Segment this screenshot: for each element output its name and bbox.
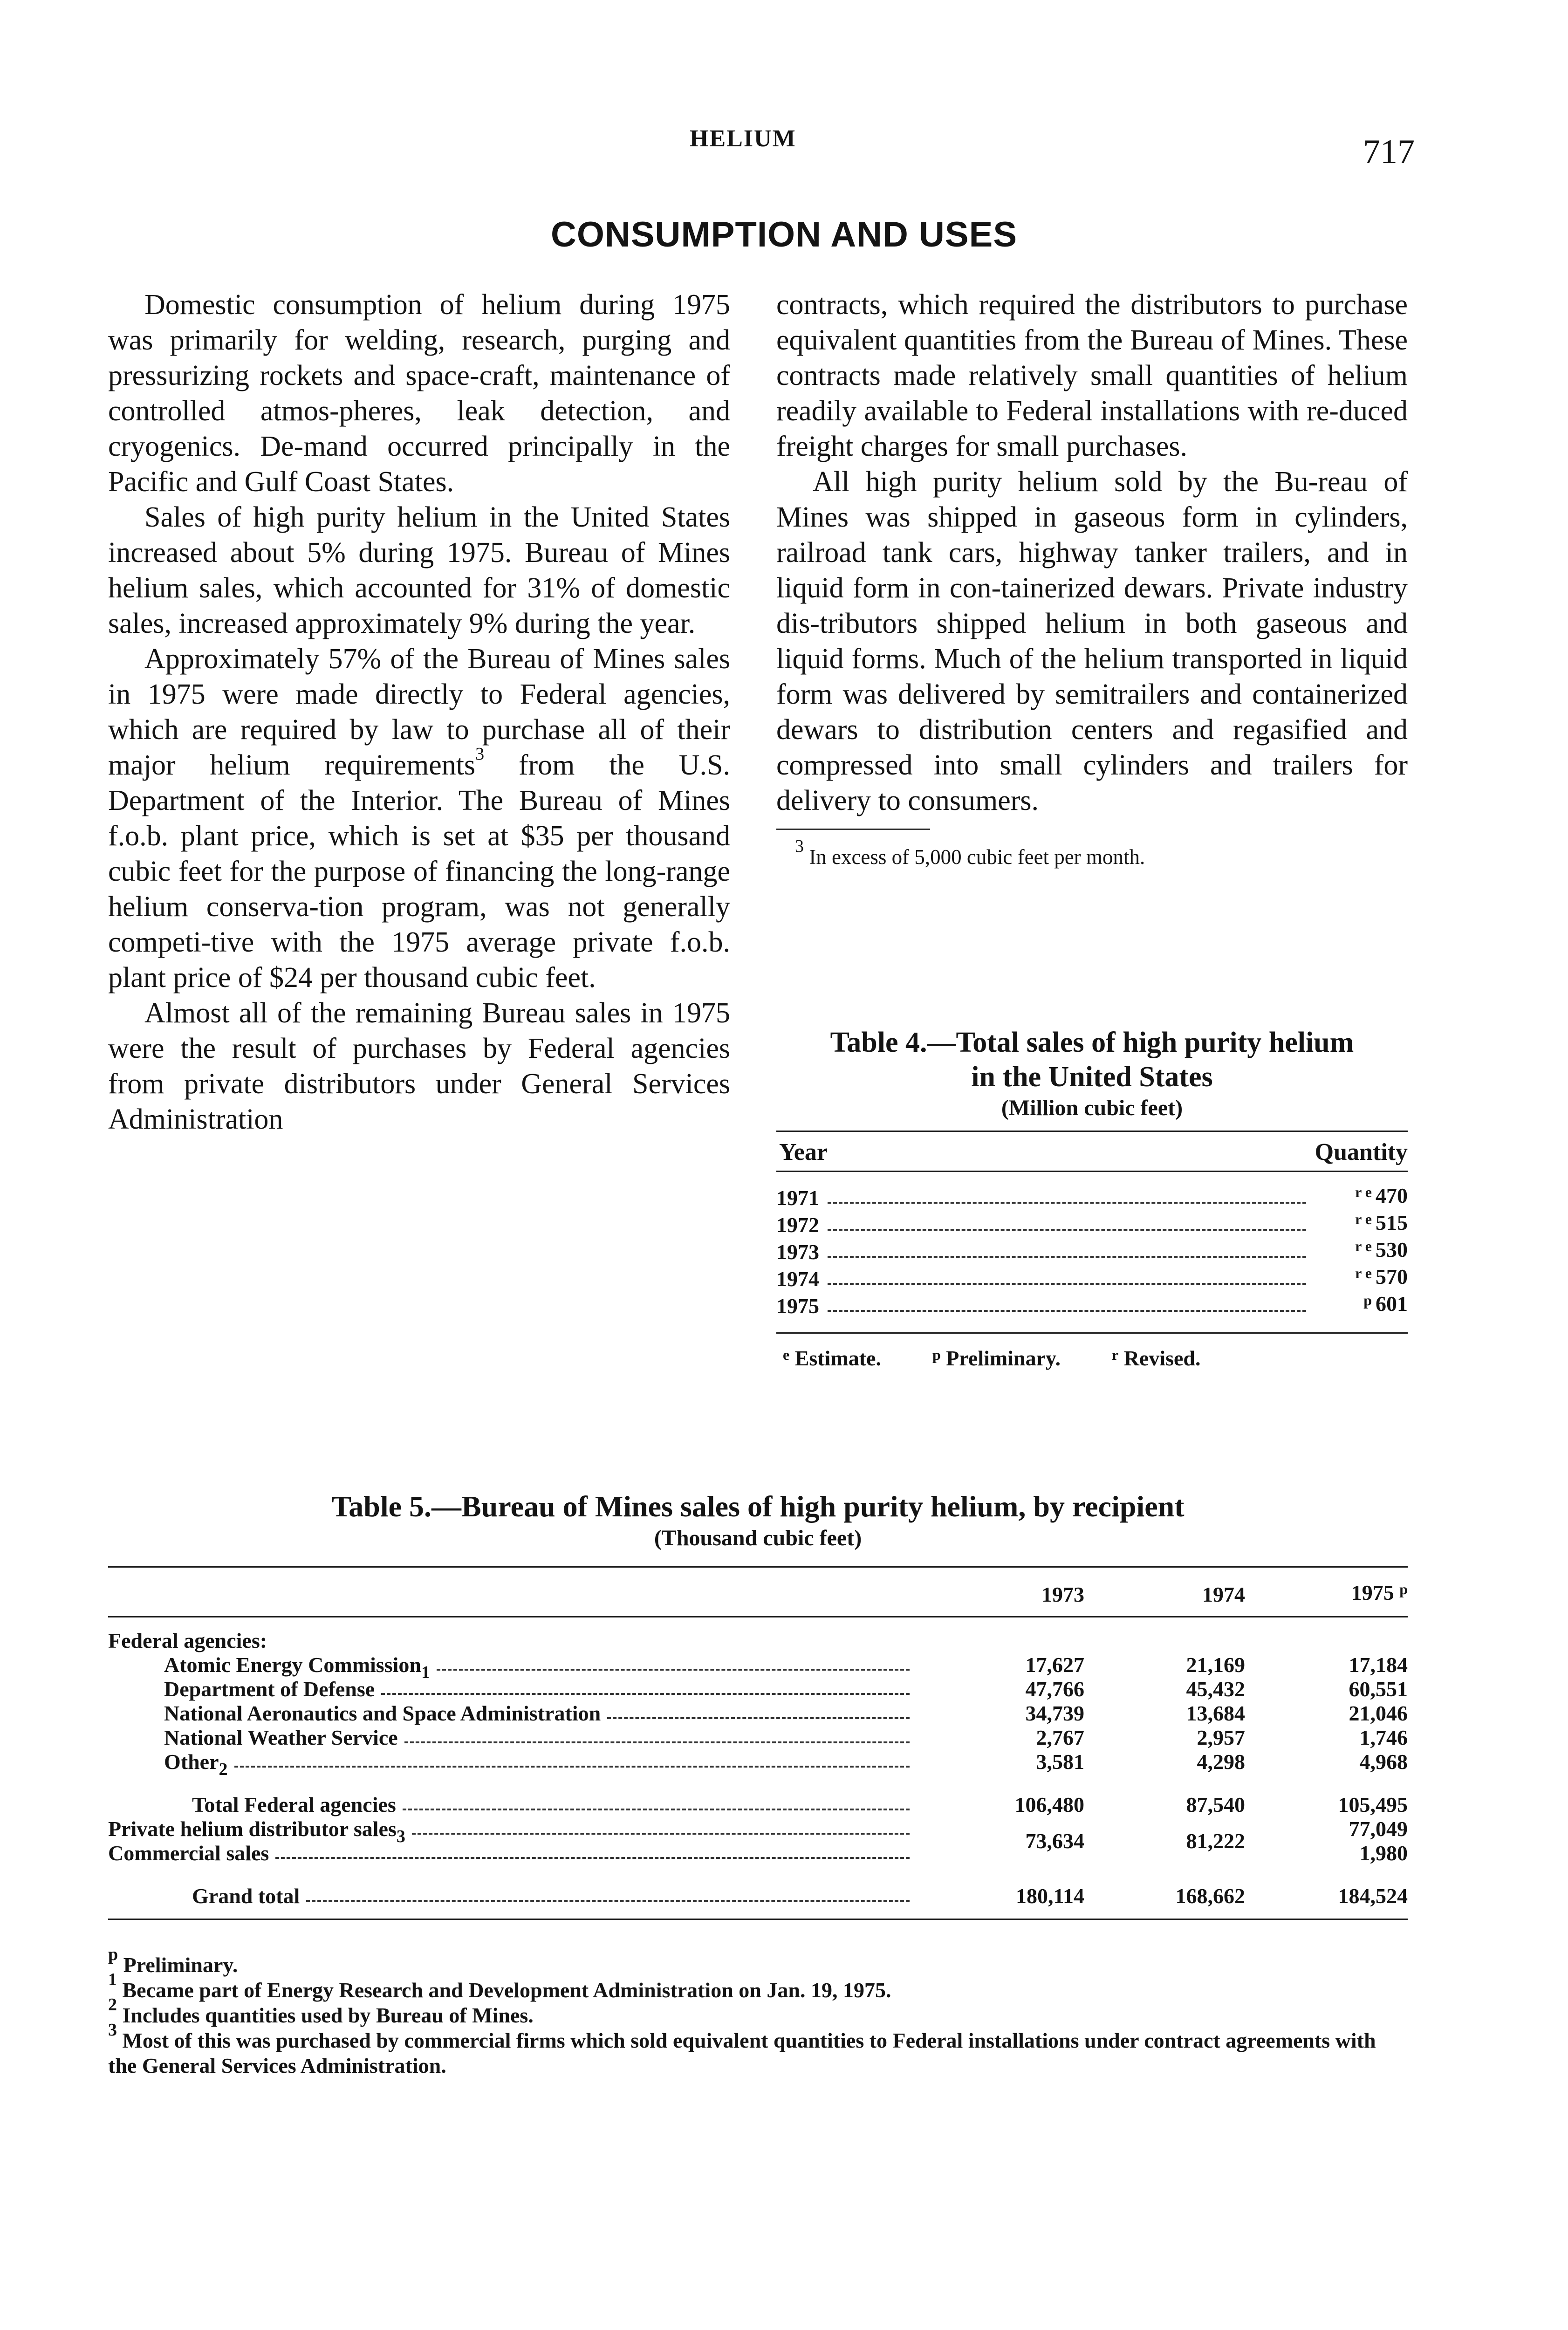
estimate-mark: r e bbox=[1355, 1238, 1376, 1254]
row-year: 1972 bbox=[776, 1213, 819, 1237]
leader-dots bbox=[412, 1833, 910, 1835]
row-label: Private helium distributor sales $^3$ bbox=[108, 1817, 919, 1841]
note-text: Estimate. bbox=[789, 1346, 881, 1370]
row-label bbox=[192, 1884, 919, 1908]
table-cell: 1,980 bbox=[1359, 1841, 1408, 1865]
table-body bbox=[776, 1183, 1408, 1318]
table-cell: 34,739 bbox=[1025, 1701, 1084, 1725]
table-cell: 4,968 bbox=[1359, 1750, 1408, 1774]
table-cell: 106,480 bbox=[1014, 1793, 1084, 1816]
leader-dots bbox=[234, 1766, 910, 1768]
row-label-text: Other bbox=[164, 1750, 219, 1774]
footnote-mark: 2 bbox=[108, 1994, 117, 2015]
leader-dots bbox=[275, 1857, 910, 1859]
table-title: Table 5.—Bureau of Mines sales of high purity helium, by recipient bbox=[331, 1490, 1185, 1523]
data-table bbox=[108, 1568, 1408, 1908]
table-cell: 184,524 bbox=[1338, 1884, 1408, 1908]
table-cell: 105,495 bbox=[1338, 1793, 1408, 1816]
quantity-value: 601 bbox=[1376, 1292, 1408, 1316]
table-cell: 21,046 bbox=[1349, 1701, 1408, 1725]
row-quantity bbox=[1315, 1237, 1408, 1264]
table-cell: 4,298 bbox=[1197, 1750, 1245, 1774]
row-label-text: Commercial sales bbox=[108, 1841, 269, 1865]
estimate-mark: r e bbox=[1355, 1265, 1376, 1282]
spacer-row bbox=[108, 1865, 1408, 1884]
footnote bbox=[776, 836, 1408, 870]
table-title: in the United States bbox=[971, 1061, 1213, 1093]
table-rule bbox=[776, 1171, 1408, 1172]
col-header-year: Year bbox=[779, 1139, 828, 1165]
paragraph: All high purity helium sold by the Bu-reau of Mines was shipped in gaseous form in cylinders, railroad tank cars, highway tanker trailers, and in liquid form in con-tainerized dewars. Private industry dis-tributors shipped helium in both gaseous and liquid forms. Much of the helium transported in liquid form was delivered by semitrailers and containerized dewars to distribution centers and regasified and compressed into small cylinders and trailers for delivery to consumers. bbox=[776, 466, 1408, 816]
leader-dots bbox=[403, 1809, 910, 1810]
table-row bbox=[776, 1237, 1408, 1264]
row-label-text: Private helium distributor sales bbox=[108, 1817, 397, 1841]
table-row bbox=[108, 1726, 1408, 1750]
table-cell: 45,432 bbox=[1186, 1677, 1245, 1701]
row-label bbox=[164, 1677, 919, 1701]
table-note bbox=[932, 1346, 1061, 1371]
table-cell: 180,114 bbox=[1016, 1884, 1084, 1908]
footnote-mark: p bbox=[108, 1944, 118, 1964]
page-number: 717 bbox=[1363, 133, 1415, 171]
footnote-rule bbox=[776, 829, 930, 830]
estimate-mark: r e bbox=[1355, 1211, 1376, 1227]
leader-dots bbox=[381, 1693, 910, 1695]
leader-dots bbox=[306, 1900, 910, 1902]
row-year: 1973 bbox=[776, 1240, 819, 1264]
leader-dots bbox=[437, 1669, 910, 1671]
paragraph: Almost all of the remaining Bureau sales in 1975 were the result of purchases by Federal agencies from private distributors under General Services Administration bbox=[108, 997, 730, 1135]
row-label-cell bbox=[108, 1793, 919, 1817]
footnote-ref: 3 bbox=[475, 744, 485, 764]
row-label bbox=[164, 1726, 919, 1750]
row-label bbox=[192, 1793, 919, 1817]
table-cell: 13,684 bbox=[1186, 1701, 1245, 1725]
leader-dots bbox=[828, 1256, 1306, 1258]
table-note bbox=[1112, 1346, 1201, 1371]
table-row bbox=[108, 1701, 1408, 1726]
col-header-stub bbox=[108, 1568, 919, 1617]
table-4 bbox=[776, 1025, 1408, 1371]
leader-dots bbox=[607, 1717, 910, 1719]
table-note bbox=[783, 1346, 881, 1371]
spacer-cell bbox=[108, 1865, 1408, 1884]
paragraph bbox=[108, 641, 730, 995]
paragraph: Domestic consumption of helium during 1975 was primarily for welding, research, purging and pressurizing rockets and space-craft, maintenance of controlled atmos-pheres, leak detection, and cryogenics. De-mand occurred principally in the Pacific and Gulf Coast States. bbox=[108, 289, 730, 498]
table-cell: 60,551 bbox=[1349, 1677, 1408, 1701]
table-cell: 1,746 bbox=[1359, 1726, 1408, 1749]
note-text: Revised. bbox=[1118, 1346, 1201, 1370]
row-label bbox=[164, 1701, 919, 1726]
table-row bbox=[108, 1677, 1408, 1701]
row-label-cell bbox=[108, 1817, 919, 1846]
table-cell: 2,767 bbox=[1036, 1726, 1084, 1749]
table-title: Table 4.—Total sales of high purity helium bbox=[830, 1027, 1354, 1058]
footnote-text: In excess of 5,000 cubic feet per month. bbox=[804, 845, 1145, 869]
row-label-cell bbox=[108, 1653, 919, 1682]
table-cell: 17,184 bbox=[1349, 1653, 1408, 1677]
table-cell: 87,540 bbox=[1186, 1793, 1245, 1816]
row-label-text: Department of Defense bbox=[164, 1677, 375, 1701]
table-cell: 47,766 bbox=[1025, 1677, 1084, 1701]
paragraph-text: from the U.S. Department of the Interior. The Bureau of Mines f.o.b. plant price, which is set at $35 per thousand cubic feet for the purpose of financing the long-range helium conserva-tion program, was not generally competi-tive with the 1975 average private f.o.b. plant price of $24 per thousand cubic feet. bbox=[108, 749, 730, 994]
footnote-text: Most of this was purchased by commercial firms which sold equivalent quantities to Federal installations under contract agreements with the General Services Administration. bbox=[108, 2028, 1376, 2077]
table-row bbox=[776, 1210, 1408, 1237]
row-label bbox=[108, 1841, 919, 1865]
footnote-text: Includes quantities used by Bureau of Mines. bbox=[117, 2003, 534, 2027]
table-body bbox=[108, 1617, 1408, 1909]
row-quantity bbox=[1315, 1264, 1408, 1291]
table-footnotes bbox=[108, 1944, 1408, 2078]
total-row bbox=[108, 1793, 1408, 1817]
table-cell: 77,049 bbox=[1349, 1817, 1408, 1841]
row-label-text: National Aeronautics and Space Administration bbox=[164, 1701, 601, 1725]
quantity-value: 515 bbox=[1376, 1211, 1408, 1234]
row-label-cell bbox=[108, 1841, 919, 1865]
table-cell: 81,222 bbox=[1186, 1829, 1245, 1853]
right-column bbox=[776, 287, 1408, 870]
table-cell: 17,627 bbox=[1025, 1653, 1084, 1677]
table-cell: 21,169 bbox=[1186, 1653, 1245, 1677]
col-header-quantity: Quantity bbox=[1315, 1139, 1408, 1165]
section-title: CONSUMPTION AND USES bbox=[550, 215, 1018, 254]
row-quantity bbox=[1315, 1183, 1408, 1210]
table-row bbox=[108, 1653, 1408, 1677]
row-label: Atomic Energy Commission $^1$ bbox=[164, 1653, 919, 1677]
table-row bbox=[776, 1183, 1408, 1210]
paragraph: contracts, which required the distributors to purchase equivalent quantities from the Bureau of Mines. These contracts made relatively small quantities of helium readily available to Federal installations with re-duced freight charges for small purchases. bbox=[776, 289, 1408, 462]
leader-dots bbox=[828, 1310, 1306, 1312]
col-header-1975 bbox=[1245, 1568, 1408, 1617]
row-year: 1974 bbox=[776, 1267, 819, 1291]
footnote-mark: 1 bbox=[108, 1969, 117, 1989]
row-label-cell bbox=[108, 1726, 919, 1750]
table-cell: 168,662 bbox=[1175, 1884, 1245, 1908]
leader-dots bbox=[828, 1229, 1306, 1231]
quantity-value: 470 bbox=[1376, 1184, 1408, 1207]
estimate-mark: r e bbox=[1355, 1184, 1376, 1200]
spacer-cell bbox=[108, 1774, 1408, 1793]
footnote-text: Became part of Energy Research and Development Administration on Jan. 19, 1975. bbox=[117, 1978, 891, 2002]
leader-dots bbox=[828, 1202, 1306, 1204]
table-unit: (Thousand cubic feet) bbox=[654, 1526, 862, 1550]
col-header-1974: 1974 bbox=[1202, 1583, 1245, 1606]
running-head: HELIUM bbox=[690, 125, 796, 152]
row-label-text: Total Federal agencies bbox=[192, 1793, 396, 1816]
row-label-text: Atomic Energy Commission bbox=[164, 1653, 421, 1677]
footnote bbox=[108, 1969, 1408, 2003]
row-quantity bbox=[1315, 1210, 1408, 1237]
table-row bbox=[776, 1291, 1408, 1318]
paragraph: Sales of high purity helium in the United States increased about 5% during 1975. Bureau of Mines helium sales, which accounted for 31% of domestic sales, increased approximately 9% during the year. bbox=[108, 501, 730, 639]
table-row bbox=[108, 1817, 1408, 1841]
footnote-mark: 3 bbox=[108, 2020, 117, 2040]
row-label-text: National Weather Service bbox=[164, 1726, 398, 1749]
grand-total-row bbox=[108, 1884, 1408, 1908]
note-mark: e bbox=[783, 1346, 790, 1363]
group-label: Federal agencies: bbox=[108, 1629, 267, 1652]
left-column bbox=[108, 287, 730, 1137]
col-header-1975-label: 1975 bbox=[1351, 1581, 1394, 1604]
row-label-cell bbox=[108, 1701, 919, 1726]
note-text: Preliminary. bbox=[940, 1346, 1061, 1370]
footnote-mark: 3 bbox=[795, 836, 804, 856]
row-year: 1971 bbox=[776, 1186, 819, 1210]
table-5 bbox=[108, 1489, 1408, 2078]
quantity-value: 570 bbox=[1376, 1265, 1408, 1288]
estimate-mark: p bbox=[1363, 1292, 1376, 1309]
footnote-text: Preliminary. bbox=[118, 1953, 238, 1977]
footnote bbox=[108, 1994, 1408, 2028]
table-header bbox=[776, 1132, 1408, 1171]
preliminary-mark: p bbox=[1399, 1581, 1408, 1597]
table-notes bbox=[776, 1334, 1408, 1371]
row-label-cell bbox=[108, 1884, 919, 1908]
paragraph-text: Approximately 57% of the Bureau of Mines sales in 1975 were made directly to Federal agencies, which are required by law to purchase all of their major helium requirements bbox=[108, 643, 730, 781]
row-label-text: Grand total bbox=[192, 1884, 300, 1908]
table-cell: 3,581 bbox=[1036, 1750, 1084, 1774]
note-mark: r bbox=[1111, 1346, 1119, 1363]
table-rule bbox=[108, 1919, 1408, 1920]
row-label-cell bbox=[108, 1750, 919, 1779]
footnote bbox=[108, 1944, 1408, 1978]
col-header-1973: 1973 bbox=[1041, 1583, 1084, 1606]
table-unit: (Million cubic feet) bbox=[1001, 1096, 1183, 1120]
note-mark: p bbox=[932, 1346, 941, 1363]
table-row bbox=[776, 1264, 1408, 1291]
row-year: 1975 bbox=[776, 1294, 819, 1318]
row-label: Other $^2$ bbox=[164, 1750, 919, 1774]
leader-dots bbox=[404, 1741, 910, 1743]
table-row bbox=[108, 1750, 1408, 1774]
table-cell: 2,957 bbox=[1197, 1726, 1245, 1749]
table-cell: 73,634 bbox=[1025, 1829, 1084, 1853]
leader-dots bbox=[828, 1283, 1306, 1285]
row-label-cell bbox=[108, 1677, 919, 1701]
spacer-row bbox=[108, 1774, 1408, 1793]
row-quantity bbox=[1315, 1291, 1408, 1318]
quantity-value: 530 bbox=[1376, 1238, 1408, 1261]
footnote bbox=[108, 2020, 1408, 2078]
